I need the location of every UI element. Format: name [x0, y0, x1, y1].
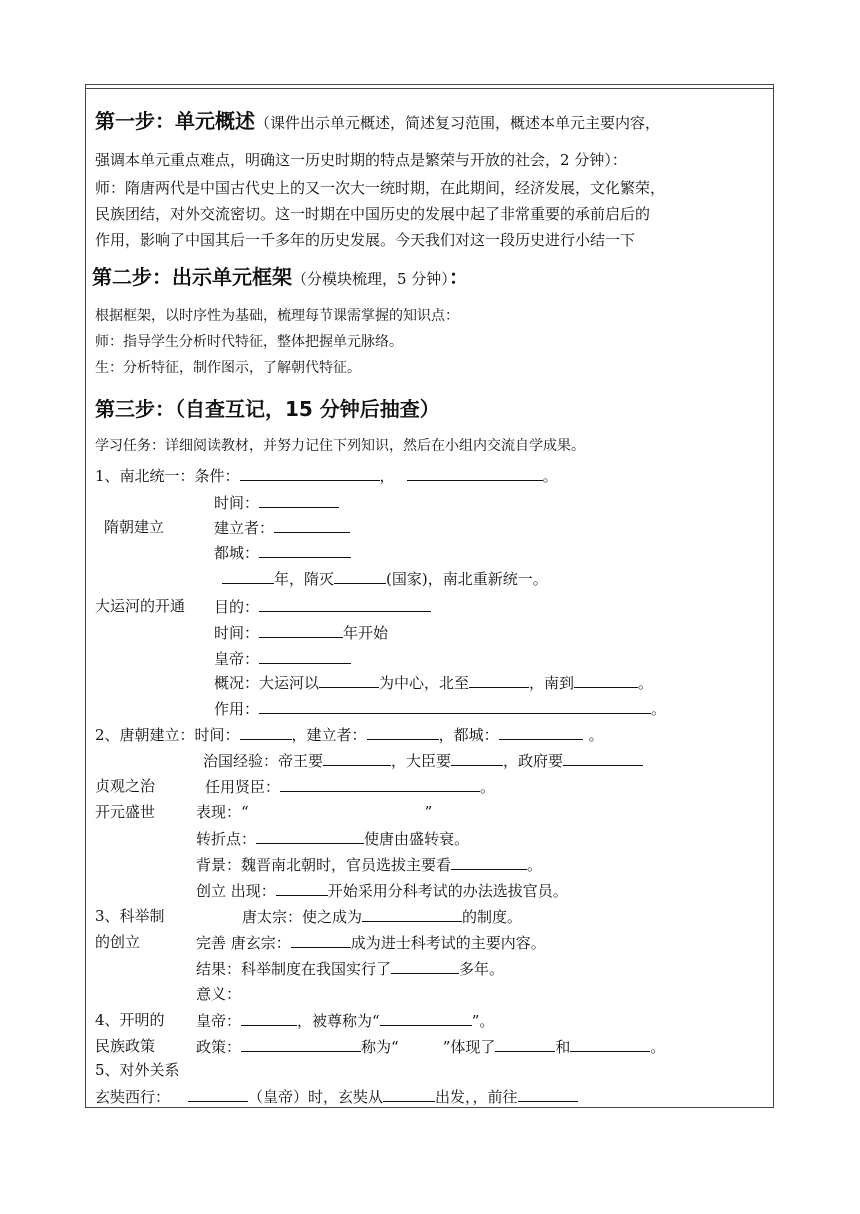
s3-meaning: 意义：	[196, 985, 242, 1003]
s1-line-condition	[95, 465, 558, 486]
s2-line-turn	[196, 828, 469, 849]
s2-turn-end: 使唐由盛转衰。	[364, 830, 470, 848]
xuanzang-from-blank[interactable]	[383, 1086, 435, 1102]
s5-emperor: （皇帝）时，玄奘从	[248, 1088, 384, 1106]
canal-line-overview	[214, 672, 653, 693]
xuanzang-to-blank[interactable]	[518, 1086, 578, 1102]
s4-line-emperor	[196, 1010, 494, 1031]
canal-purpose-label: 目的：	[214, 598, 260, 616]
taizong-blank[interactable]	[362, 906, 462, 922]
s4-and: 和	[555, 1038, 571, 1056]
step2-line-2: 师：指导学生分析时代特征，整体把握单元脉络。	[95, 334, 403, 350]
s2-line-show	[196, 802, 432, 822]
step1-note: （课件出示单元概述，简述复习范围，概述本单元主要内容，	[255, 114, 661, 132]
frame-double-rule	[85, 88, 774, 89]
step1-line2: 强调本单元重点难点，明确这一历史时期的特点是繁荣与开放的社会，2 分钟）：	[95, 151, 627, 169]
s3-taizong-end: 的制度。	[462, 908, 523, 926]
canal-south: ，南到	[529, 674, 575, 692]
s2-line-appoint	[205, 776, 495, 797]
s3-result-end: 多年。	[459, 960, 505, 978]
step1-para-1: 师：隋唐两代是中国古代史上的又一次大一统时期，在此期间，经济发展，文化繁荣，	[95, 179, 666, 197]
s2-exp: 治国经验：帝王要	[203, 752, 324, 770]
s2-minister: ，大臣要	[391, 752, 452, 770]
canal-emperor-label: 皇帝：	[214, 650, 260, 668]
s3-bg-end: 。	[527, 856, 543, 874]
canal-overview-label: 概况：大运河以	[214, 674, 320, 692]
s3-line-perfect	[196, 932, 546, 953]
step2-line-3: 生：分析特征，制作图示，了解朝代特征。	[95, 360, 361, 376]
s1-guojia: (国家)，南北重新统一。	[386, 570, 548, 588]
s4-end: 。	[650, 1038, 666, 1056]
sui-time-blank[interactable]	[259, 492, 339, 508]
step2-colon: ：	[448, 265, 469, 289]
s4-policy: 政策：	[196, 1038, 242, 1056]
s3-perfect: 完善 唐玄宗：	[196, 934, 291, 952]
canal-time-label: 时间：	[214, 624, 260, 642]
s1-nian: 年，隋灭	[274, 570, 335, 588]
s1-line-capital	[214, 542, 351, 563]
step3-task: 学习任务：详细阅读教材，并努力记住下列知识，然后在小组内交流自学成果。	[95, 438, 585, 454]
s4-emperor: 皇帝：	[196, 1012, 242, 1030]
s1-line-founder	[214, 517, 350, 538]
gov-should-blank[interactable]	[563, 750, 643, 766]
s4-title: ，被尊称为“	[297, 1012, 380, 1030]
tang-time-blank[interactable]	[240, 724, 292, 740]
s1-side-label: 隋朝建立	[104, 518, 165, 536]
canal-effect-end: 。	[651, 700, 667, 718]
turning-point-blank[interactable]	[256, 828, 364, 844]
s2-appoint: 任用贤臣：	[205, 778, 281, 796]
canal-line-emperor	[214, 648, 351, 669]
canal-effect-blank[interactable]	[259, 698, 651, 714]
step2-note: （分模块梳理，5 分钟）	[292, 270, 449, 288]
s2-end: 。	[588, 726, 604, 744]
canal-emperor-blank[interactable]	[259, 648, 351, 664]
canal-effect-label: 作用：	[214, 700, 260, 718]
sui-capital-blank[interactable]	[259, 542, 351, 558]
appoint-blank[interactable]	[280, 776, 480, 792]
policy-blank[interactable]	[241, 1036, 361, 1052]
condition-blank-2[interactable]	[407, 465, 543, 481]
s5-xuanzang: 玄奘西行：	[95, 1088, 171, 1106]
step1-title: 第一步：单元概述	[95, 109, 255, 133]
canal-north-blank[interactable]	[469, 672, 529, 688]
s3-line-bg	[196, 854, 542, 875]
canal-side-label: 大运河的开通	[95, 597, 186, 615]
canal-time-end: 年开始	[343, 624, 389, 642]
canal-south-blank[interactable]	[574, 672, 638, 688]
s1-comma: ，	[379, 467, 395, 485]
reflect-blank-2[interactable]	[570, 1036, 650, 1052]
s4-title-blank[interactable]	[380, 1010, 472, 1026]
step1-para-2: 民族团结，对外交流密切。这一时期在中国历史的发展中起了非常重要的承前启后的	[95, 205, 651, 223]
condition-blank-1[interactable]	[240, 465, 380, 481]
s2-turn: 转折点：	[196, 830, 257, 848]
unify-year-blank[interactable]	[222, 568, 274, 584]
s3-result: 结果：科举制度在我国实行了	[196, 960, 392, 978]
result-blank[interactable]	[391, 958, 459, 974]
s5-depart: 出发，，前往	[435, 1088, 518, 1106]
s2-show-end: ”	[424, 803, 433, 821]
tang-founder-blank[interactable]	[367, 724, 439, 740]
destroyed-state-blank[interactable]	[334, 568, 386, 584]
minister-should-blank[interactable]	[451, 750, 503, 766]
s1-head: 1、南北统一：条件：	[95, 467, 240, 485]
s1-time-label: 时间：	[214, 494, 260, 512]
s2-kaiyuan: 开元盛世	[95, 803, 156, 821]
tang-capital-blank[interactable]	[499, 724, 583, 740]
s3-perfect-end: 成为进士科考试的主要内容。	[350, 934, 546, 952]
step1-para-3: 作用，影响了中国其后一千多年的历史发展。今天我们对这一段历史进行小结一下	[95, 231, 636, 249]
canal-center-blank[interactable]	[319, 672, 379, 688]
s3-bg: 背景：魏晋南北朝时，官员选拔主要看	[196, 856, 452, 874]
s4-head: 4、开明的	[95, 1011, 165, 1029]
perfect-blank[interactable]	[291, 932, 351, 948]
emperor-should-blank[interactable]	[323, 750, 391, 766]
s3-line-create	[196, 880, 568, 901]
s4-reflect: ”体现了	[442, 1038, 496, 1056]
s3-taizong: 唐太宗：使之成为	[242, 908, 363, 926]
s5-line-xuanzang	[95, 1086, 578, 1107]
step3-title: 第三步：（自查互记，15 分钟后抽查）	[95, 397, 440, 421]
canal-purpose-blank[interactable]	[259, 596, 431, 612]
s3-create: 创立 出现：	[196, 882, 276, 900]
s2-appoint-end: 。	[480, 778, 496, 796]
step2-heading	[92, 264, 469, 292]
s1-capital-label: 都城：	[214, 544, 260, 562]
canal-line-effect	[214, 698, 666, 719]
s3-side2: 的创立	[95, 933, 141, 951]
s1-line-time	[214, 492, 339, 513]
s3-head: 3、科举制	[95, 907, 165, 925]
xuanzang-emperor-blank[interactable]	[188, 1086, 248, 1102]
s4-called: 称为“	[361, 1038, 399, 1056]
s4-title-end: ”。	[471, 1012, 495, 1030]
canal-line-purpose	[214, 596, 431, 617]
step2-title: 第二步：出示单元框架	[92, 265, 292, 289]
canal-time-blank[interactable]	[259, 622, 343, 638]
s2-show: 表现：“	[196, 803, 249, 821]
canal-center: 为中心，北至	[379, 674, 470, 692]
s2-line-head	[95, 724, 604, 745]
reflect-blank-1[interactable]	[495, 1036, 555, 1052]
step1-heading	[95, 108, 660, 136]
s2-head: 2、唐朝建立：时间：	[95, 726, 240, 744]
sui-founder-blank[interactable]	[274, 517, 350, 533]
s3-line-result	[196, 958, 504, 979]
create-blank[interactable]	[276, 880, 328, 896]
s5-head: 5、对外关系	[95, 1061, 180, 1079]
canal-line-time	[214, 622, 388, 643]
bg-blank[interactable]	[451, 854, 527, 870]
s3-line-taizong	[242, 906, 522, 927]
s1-line-unify	[222, 568, 548, 589]
s3-create-end: 开始采用分科考试的办法选拔官员。	[327, 882, 568, 900]
s4-emperor-blank[interactable]	[241, 1010, 297, 1026]
s4-side2: 民族政策	[95, 1037, 156, 1055]
s1-end: 。	[542, 467, 558, 485]
s2-gov: ，政府要	[503, 752, 564, 770]
step2-line-1: 根据框架，以时序性为基础，梳理每节课需掌握的知识点：	[95, 308, 459, 324]
s2-capital: ，都城：	[438, 726, 499, 744]
s4-line-policy	[196, 1036, 665, 1057]
canal-end: 。	[638, 674, 654, 692]
s1-founder-label: 建立者：	[214, 519, 275, 537]
s2-line-exp	[203, 750, 643, 771]
s2-zhenguan: 贞观之治	[95, 777, 156, 795]
s2-founder: ，建立者：	[291, 726, 367, 744]
